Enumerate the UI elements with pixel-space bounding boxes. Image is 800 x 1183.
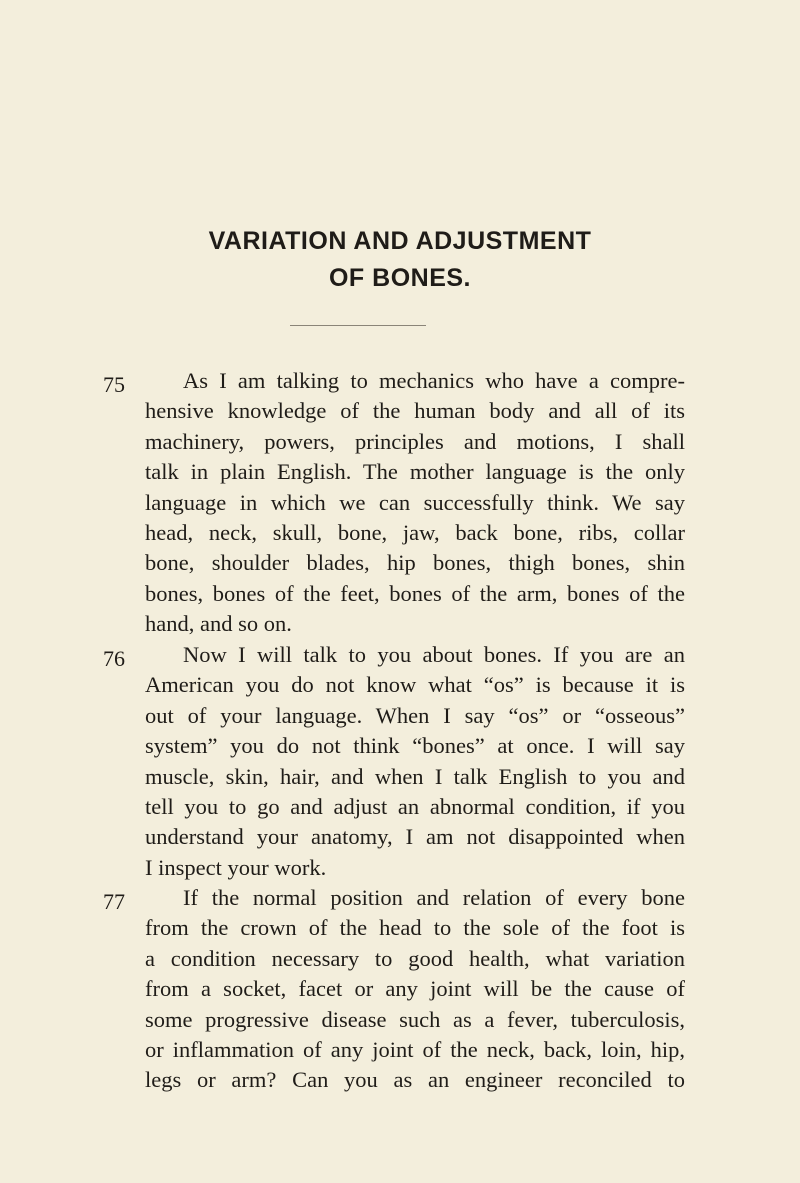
paragraph-line: bone, shoulder blades, hip bones, thigh bones, shin bbox=[145, 550, 685, 576]
paragraph-line: understand your anatomy, I am not disappointed when bbox=[145, 824, 685, 850]
paragraph-line: head, neck, skull, bone, jaw, back bone, ribs, collar bbox=[145, 519, 685, 545]
paragraph-line: hand, and so on. bbox=[145, 611, 292, 637]
paragraph-77 bbox=[145, 883, 685, 1096]
paragraph-line: As I am talking to mechanics who have a compre- bbox=[183, 368, 685, 393]
paragraph-number-75: 75 bbox=[103, 372, 125, 397]
paragraph-line: American you do not know what “os” is because it is bbox=[145, 672, 685, 698]
paragraph-line: or inflammation of any joint of the neck, back, loin, hip, bbox=[145, 1036, 685, 1062]
paragraph-line: I inspect your work. bbox=[145, 854, 327, 880]
paragraph-line: some progressive disease such as a fever, tuberculosis, bbox=[145, 1006, 685, 1032]
paragraph-line: language in which we can successfully think. We say bbox=[145, 489, 685, 515]
paragraph-line: talk in plain English. The mother language is the only bbox=[145, 459, 685, 485]
paragraph-line: bones, bones of the feet, bones of the arm, bones of the bbox=[145, 580, 685, 606]
paragraph-line: muscle, skin, hair, and when I talk English to you and bbox=[145, 763, 685, 789]
paragraph-line: machinery, powers, principles and motions, I shall bbox=[145, 428, 685, 454]
paragraph-line: from a socket, facet or any joint will be the cause of bbox=[145, 976, 685, 1002]
paragraph-number-76: 76 bbox=[103, 646, 125, 671]
paragraph-number-77: 77 bbox=[103, 889, 125, 914]
paragraph-line: tell you to go and adjust an abnormal condition, if you bbox=[145, 793, 685, 819]
chapter-title-line-2: OF BONES. bbox=[328, 264, 471, 292]
paragraph-76 bbox=[145, 640, 685, 883]
paragraph-line: Now I will talk to you about bones. If you are an bbox=[183, 642, 685, 667]
paragraph-line: legs or arm? Can you as an engineer reconciled to bbox=[145, 1067, 685, 1093]
paragraph-line: out of your language. When I say “os” or “osseous” bbox=[145, 702, 685, 728]
chapter-title-line-1: VARIATION AND ADJUSTMENT bbox=[208, 227, 592, 255]
paragraph-line: hensive knowledge of the human body and all of its bbox=[145, 398, 685, 424]
title-divider bbox=[290, 325, 426, 326]
paragraph-line: a condition necessary to good health, what variation bbox=[145, 945, 685, 971]
paragraph-line: system” you do not think “bones” at once. I will say bbox=[145, 733, 685, 759]
paragraph-line: If the normal position and relation of every bone bbox=[183, 885, 685, 910]
paragraph-line: from the crown of the head to the sole of the foot is bbox=[145, 915, 685, 941]
paragraph-75 bbox=[145, 366, 685, 640]
